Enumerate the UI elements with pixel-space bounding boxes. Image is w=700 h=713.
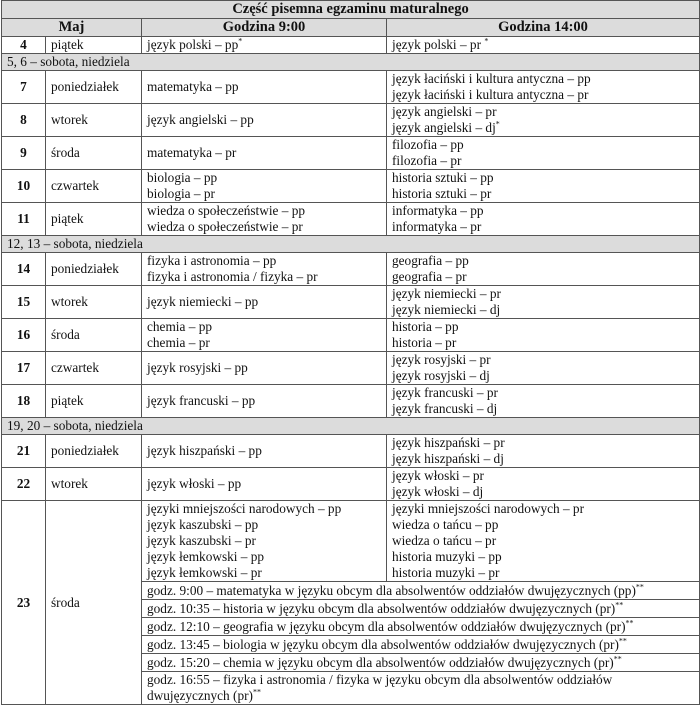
day-number-text: 23: [16, 594, 31, 610]
day-number: [2, 435, 46, 468]
header-morning: Godzina 9:00: [142, 19, 387, 37]
bilingual-exam-text: godz. 10:35 – historia w języku obcym dla absolwentów oddziałów dwujęzycznych (pr): [147, 600, 616, 616]
day-number-text: 10: [16, 178, 31, 193]
morning-exams: [142, 468, 387, 501]
footnote-marker: *: [484, 36, 489, 46]
weekday: [46, 37, 142, 54]
afternoon-exams: [387, 37, 700, 54]
day-number: [2, 71, 46, 104]
day-number: [2, 37, 46, 54]
weekday-text: poniedziałek: [51, 79, 119, 94]
weekend-label-text: 5, 6 – sobota, niedziela: [7, 54, 130, 69]
day-number-text: 4: [20, 37, 27, 52]
weekday: [46, 385, 142, 418]
weekend-row: [2, 54, 700, 71]
afternoon-exams: [387, 468, 700, 501]
afternoon-exams-text: historia sztuki – pp historia sztuki – pr: [392, 170, 494, 201]
afternoon-exams-text: filozofia – pp filozofia – pr: [392, 137, 464, 168]
morning-exams-text: język włoski – pp: [147, 476, 242, 491]
day-number: [2, 253, 46, 286]
weekday: [46, 137, 142, 170]
day-number-text: 7: [20, 79, 27, 94]
morning-exams-text: wiedza o społeczeństwie – pp wiedza o społeczeństwie – pr: [147, 203, 306, 234]
weekend-label: [2, 418, 700, 435]
afternoon-exams: [387, 137, 700, 170]
weekday: [46, 253, 142, 286]
table-row: [2, 203, 700, 236]
table-title: Część pisemna egzaminu maturalnego: [2, 1, 700, 19]
bilingual-exam: [142, 618, 700, 636]
day-number: [2, 170, 46, 203]
footnote-marker: **: [615, 600, 624, 610]
afternoon-exams-text: język włoski – pr język włoski – dj: [392, 468, 484, 499]
morning-exams: [142, 286, 387, 319]
footnote-marker: **: [618, 636, 627, 646]
afternoon-exams-text: język łaciński i kultura antyczna – pp język łaciński i kultura antyczna – pr: [392, 71, 591, 102]
afternoon-exams: [387, 352, 700, 385]
weekday-text: poniedziałek: [51, 261, 119, 276]
bilingual-exam: [142, 672, 700, 705]
afternoon-exams-text: języki mniejszości narodowych – pr wiedza o tańcu – pp wiedza o tańcu – pr historia muzyki – pp historia muzyki – pr: [392, 501, 585, 580]
afternoon-exams-text: język hiszpański – pr język hiszpański – dj: [392, 435, 505, 466]
weekday-text: środa: [51, 327, 80, 342]
weekday: [46, 468, 142, 501]
day-number: [2, 137, 46, 170]
footnote-marker: *: [495, 119, 500, 129]
morning-exams-text: matematyka – pp: [147, 79, 239, 94]
morning-exams-text: język niemiecki – pp: [147, 294, 259, 309]
day-number: [2, 385, 46, 418]
weekday-text: wtorek: [51, 476, 88, 491]
weekday-text: piątek: [51, 37, 84, 52]
afternoon-exams: [387, 104, 700, 137]
table-row: [2, 319, 700, 352]
afternoon-exams-text: geografia – pp geografia – pr: [392, 253, 469, 284]
day-number: [2, 286, 46, 319]
day-number-text: 9: [20, 145, 27, 160]
morning-exams: [142, 253, 387, 286]
afternoon-exams: [387, 385, 700, 418]
weekday: [46, 319, 142, 352]
afternoon-exams: [387, 203, 700, 236]
weekday-text: czwartek: [51, 360, 99, 375]
day-number-text: 16: [16, 327, 31, 342]
day-number: [2, 501, 46, 705]
table-row: [2, 286, 700, 319]
day-number: [2, 203, 46, 236]
exam-schedule-table: [1, 0, 700, 705]
table-row: [2, 37, 700, 54]
table-row: [2, 170, 700, 203]
table-row: [2, 104, 700, 137]
afternoon-exams-text: język angielski – pr język angielski – dj: [392, 104, 497, 135]
bilingual-exam-text: godz. 16:55 – fizyka i astronomia / fizyka w języku obcym dla absolwentów oddziałów dwujęzycznych (pr): [147, 672, 613, 703]
morning-exams-text: język hiszpański – pp: [147, 443, 262, 458]
weekday-text: środa: [51, 594, 80, 610]
morning-exams: [142, 319, 387, 352]
afternoon-exams: [387, 253, 700, 286]
morning-exams: [142, 37, 387, 54]
weekday: [46, 71, 142, 104]
day-number-text: 21: [16, 443, 31, 458]
morning-exams: [142, 170, 387, 203]
day-number-text: 22: [16, 476, 31, 491]
weekday: [46, 170, 142, 203]
morning-exams-text: biologia – pp biologia – pr: [147, 170, 218, 201]
day-number: [2, 104, 46, 137]
morning-exams-text: język polski – pp: [147, 37, 239, 52]
header-month: Maj: [2, 19, 142, 37]
weekday: [46, 501, 142, 705]
afternoon-exams: [387, 319, 700, 352]
afternoon-exams: [387, 501, 700, 582]
day-number-text: 18: [16, 393, 31, 408]
morning-exams-text: języki mniejszości narodowych – pp język kaszubski – pp język kaszubski – pr język łemkowski – pp język łemkowski – pr: [147, 501, 342, 580]
footnote-marker: **: [252, 687, 261, 697]
afternoon-exams-text: język rosyjski – pr język rosyjski – dj: [392, 352, 491, 383]
weekday-text: piątek: [51, 211, 84, 226]
footnote-marker: **: [625, 618, 634, 628]
afternoon-exams: [387, 170, 700, 203]
morning-exams: [142, 501, 387, 582]
afternoon-exams: [387, 435, 700, 468]
table-row: [2, 468, 700, 501]
morning-exams-text: język angielski – pp: [147, 112, 254, 127]
bilingual-exam-text: godz. 9:00 – matematyka w języku obcym dla absolwentów oddziałów dwujęzycznych (pp): [147, 582, 636, 598]
bilingual-exam: [142, 654, 700, 672]
day-number-text: 11: [17, 211, 30, 226]
bilingual-exam-text: godz. 12:10 – geografia w języku obcym dla absolwentów oddziałów dwujęzycznych (pr): [147, 618, 626, 634]
bilingual-exam: [142, 582, 700, 600]
weekend-row: [2, 236, 700, 253]
bilingual-exam: [142, 600, 700, 618]
morning-exams: [142, 71, 387, 104]
table-row: [2, 137, 700, 170]
day-number: [2, 319, 46, 352]
table-row: [2, 501, 700, 582]
morning-exams: [142, 352, 387, 385]
weekday: [46, 203, 142, 236]
footnote-marker: *: [238, 36, 243, 46]
table-row: [2, 253, 700, 286]
day-number-text: 14: [16, 261, 31, 276]
day-number: [2, 468, 46, 501]
day-number-text: 8: [20, 112, 27, 127]
morning-exams: [142, 137, 387, 170]
weekend-label: [2, 54, 700, 71]
morning-exams: [142, 203, 387, 236]
weekday: [46, 104, 142, 137]
afternoon-exams-text: język polski – pr: [392, 37, 485, 52]
weekday-text: czwartek: [51, 178, 99, 193]
morning-exams: [142, 435, 387, 468]
day-number-text: 17: [16, 360, 31, 375]
weekday-text: piątek: [51, 393, 84, 408]
afternoon-exams: [387, 286, 700, 319]
bilingual-exam-text: godz. 15:20 – chemia w języku obcym dla absolwentów oddziałów dwujęzycznych (pr): [147, 654, 614, 670]
footnote-marker: **: [635, 582, 644, 592]
weekend-label-text: 12, 13 – sobota, niedziela: [7, 236, 143, 251]
weekday: [46, 352, 142, 385]
bilingual-exam-text: godz. 13:45 – biologia w języku obcym dla absolwentów oddziałów dwujęzycznych (pr): [147, 636, 619, 652]
morning-exams-text: matematyka – pr: [147, 145, 237, 160]
footnote-marker: **: [613, 654, 622, 664]
afternoon-exams-text: informatyka – pp informatyka – pr: [392, 203, 484, 234]
weekend-row: [2, 418, 700, 435]
afternoon-exams-text: język niemiecki – pr język niemiecki – dj: [392, 286, 501, 317]
day-number: [2, 352, 46, 385]
morning-exams: [142, 385, 387, 418]
weekday-text: środa: [51, 145, 80, 160]
weekend-label: [2, 236, 700, 253]
afternoon-exams-text: język francuski – pr język francuski – dj: [392, 385, 498, 416]
afternoon-exams: [387, 71, 700, 104]
table-row: [2, 71, 700, 104]
header-afternoon: Godzina 14:00: [387, 19, 700, 37]
weekday-text: wtorek: [51, 294, 88, 309]
weekday: [46, 435, 142, 468]
weekend-label-text: 19, 20 – sobota, niedziela: [7, 418, 143, 433]
day-number-text: 15: [16, 294, 31, 309]
morning-exams-text: język rosyjski – pp: [147, 360, 248, 375]
weekday-text: poniedziałek: [51, 443, 119, 458]
table-row: [2, 385, 700, 418]
table-row: [2, 435, 700, 468]
morning-exams-text: język francuski – pp: [147, 393, 256, 408]
table-row: [2, 352, 700, 385]
morning-exams-text: chemia – pp chemia – pr: [147, 319, 212, 350]
morning-exams: [142, 104, 387, 137]
afternoon-exams-text: historia – pp historia – pr: [392, 319, 459, 350]
morning-exams-text: fizyka i astronomia – pp fizyka i astronomia / fizyka – pr: [147, 253, 318, 284]
weekday: [46, 286, 142, 319]
bilingual-exam: [142, 636, 700, 654]
weekday-text: wtorek: [51, 112, 88, 127]
